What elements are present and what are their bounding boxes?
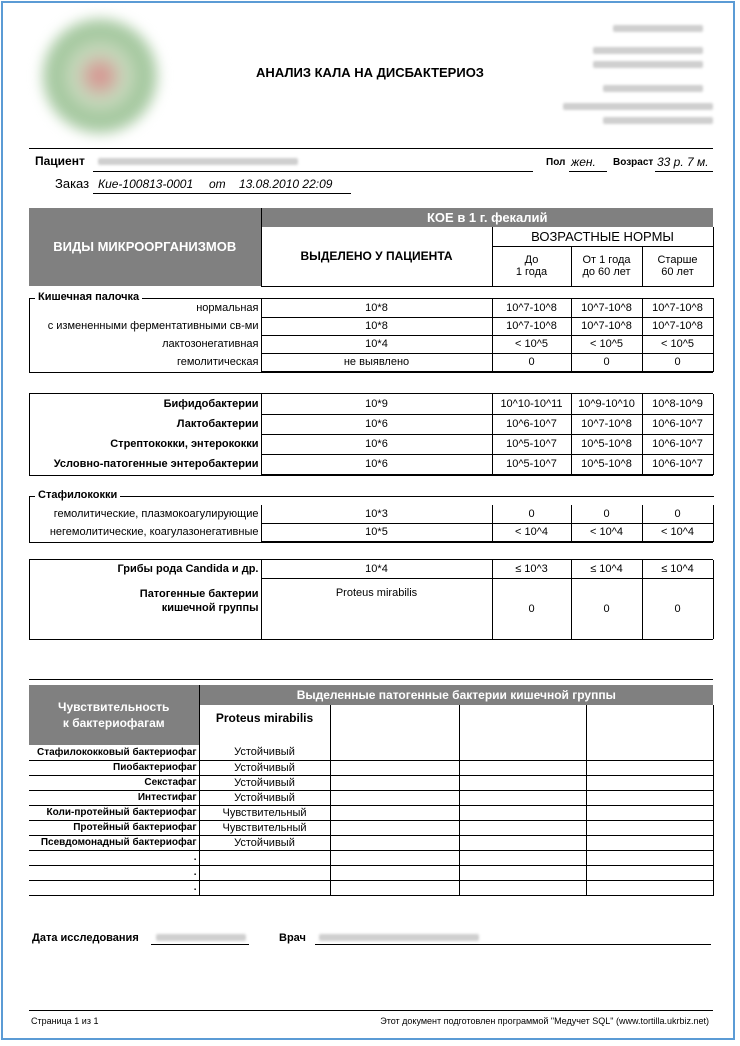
order-label: Заказ — [55, 176, 90, 191]
row-value: 10*4 — [261, 335, 492, 353]
phage-result: Чувствительный — [199, 805, 330, 820]
age-value: 33 р. 7 м. — [657, 155, 709, 169]
candida-value: 10*4 — [261, 560, 492, 578]
norm-over-60: 10^7-10^8 — [642, 317, 713, 335]
phage-result — [199, 880, 330, 895]
phage-result: Чувствительный — [199, 820, 330, 835]
norm-under-1: 10^7-10^8 — [492, 299, 571, 317]
phage-name: . — [29, 880, 199, 895]
row-name: Лактобактерии — [176, 418, 259, 430]
phage-result — [199, 850, 330, 865]
norms-header: ВОЗРАСТНЫЕ НОРМЫ — [492, 227, 713, 246]
phage-result: Устойчивый — [199, 790, 330, 805]
row-name: гемолитическая — [176, 356, 259, 368]
phage-empty-cell — [330, 805, 459, 820]
phage-name: Псевдомонадный бактериофаг — [29, 835, 199, 850]
cfu-header-table — [29, 208, 714, 287]
row-name: Условно-патогенные энтеробактерии — [53, 458, 259, 470]
norm-1-60: 0 — [571, 353, 642, 371]
phage-empty-cell — [459, 775, 586, 790]
norm-1-60: 0 — [571, 505, 642, 523]
norm-over-60: 0 — [642, 353, 713, 371]
table-row — [29, 414, 713, 434]
clinic-info-block — [563, 17, 713, 137]
table-row — [29, 790, 713, 805]
order-datetime: 13.08.2010 22:09 — [239, 177, 333, 191]
section-ecoli: Кишечная палочка — [35, 291, 142, 303]
phage-name: Пиобактериофаг — [29, 760, 199, 775]
date-label: Дата исследования — [32, 932, 139, 944]
norm-1-60: 10^7-10^8 — [571, 299, 642, 317]
isolated-header: Выделенные патогенные бактерии кишечной группы — [199, 685, 713, 705]
row-name: Стрептококки, энтерококки — [110, 438, 259, 450]
row-name: негемолитические, коагулазонегативные — [49, 526, 259, 538]
row-value: 10*8 — [261, 299, 492, 317]
phage-name: Протейный бактериофаг — [29, 820, 199, 835]
norm-over-60: < 10^5 — [642, 335, 713, 353]
age-label: Возраст — [613, 157, 654, 168]
table-row — [29, 505, 713, 523]
norm-1-60: 10^9-10^10 — [571, 394, 642, 414]
phage-empty-cell — [586, 790, 713, 805]
norm-over-60: 10^6-10^7 — [642, 454, 713, 474]
table-row — [29, 835, 713, 850]
phage-empty-cell — [330, 850, 459, 865]
report-page — [1, 1, 735, 1040]
norm-over-60: 10^6-10^7 — [642, 434, 713, 454]
norm-over-60: < 10^4 — [642, 523, 713, 541]
norm-1-60: 10^7-10^8 — [571, 414, 642, 434]
phage-empty-cell — [330, 880, 459, 895]
flora-table — [29, 394, 714, 475]
table-row — [29, 850, 713, 865]
phage-empty-cell — [459, 805, 586, 820]
phage-empty-cell — [586, 865, 713, 880]
table-row — [29, 299, 713, 317]
table-row — [29, 394, 713, 414]
patient-label: Пациент — [35, 154, 85, 168]
age-col-2: От 1 года до 60 лет — [571, 246, 642, 286]
order-from: от — [209, 177, 226, 191]
doctor-name — [319, 934, 479, 941]
phage-empty-cell — [459, 745, 586, 760]
norm-under-1: 10^5-10^7 — [492, 434, 571, 454]
phage-empty-cell — [330, 760, 459, 775]
norm-1-60: 10^5-10^8 — [571, 434, 642, 454]
norm-over-60: 0 — [642, 505, 713, 523]
ecoli-table — [29, 299, 714, 372]
row-value: 10*8 — [261, 317, 492, 335]
age-col-1: До 1 года — [492, 246, 571, 286]
table-row — [29, 335, 713, 353]
phage-empty-cell — [459, 790, 586, 805]
table-row — [29, 434, 713, 454]
norm-1-60: < 10^4 — [571, 523, 642, 541]
sex-value: жен. — [571, 155, 596, 169]
species-header: ВИДЫ МИКРООРГАНИЗМОВ — [29, 208, 261, 286]
table-row — [29, 865, 713, 880]
table-row — [29, 820, 713, 835]
phage-result: Устойчивый — [199, 835, 330, 850]
phage-empty-cell — [330, 775, 459, 790]
phage-result: Устойчивый — [199, 775, 330, 790]
pathogenic-value: Proteus mirabilis — [261, 578, 492, 639]
table-row — [29, 523, 713, 541]
phage-empty-cell — [586, 850, 713, 865]
row-name: нормальная — [196, 302, 259, 314]
table-row — [29, 775, 713, 790]
phage-empty-cell — [586, 880, 713, 895]
norm-1-60: 10^7-10^8 — [571, 317, 642, 335]
norm-under-1: < 10^5 — [492, 335, 571, 353]
phage-empty-cell — [586, 745, 713, 760]
phage-result: Устойчивый — [199, 760, 330, 775]
phage-name: Коли-протейный бактериофаг — [29, 805, 199, 820]
report-title: АНАЛИЗ КАЛА НА ДИСБАКТЕРИОЗ — [256, 65, 484, 80]
phage-name: Стафилококковый бактериофаг — [29, 745, 199, 760]
patient-name — [98, 158, 298, 165]
row-value: 10*6 — [261, 434, 492, 454]
phage-empty-cell — [330, 745, 459, 760]
table-row — [29, 454, 713, 474]
section-staph: Стафилококки — [35, 489, 120, 501]
table-row — [29, 560, 713, 578]
phage-empty-cell — [459, 835, 586, 850]
candida-name: Грибы рода Candida и др. — [117, 563, 259, 575]
norm-under-1: 10^10-10^11 — [492, 394, 571, 414]
phage-empty-cell — [330, 820, 459, 835]
row-value: не выявлено — [261, 353, 492, 371]
staph-table — [29, 505, 714, 542]
norm-over-60: 10^8-10^9 — [642, 394, 713, 414]
phage-empty-cell — [586, 835, 713, 850]
norm-under-1: 10^7-10^8 — [492, 317, 571, 335]
phage-empty-cell — [586, 805, 713, 820]
age-col-3: Старше 60 лет — [642, 246, 713, 286]
row-value: 10*6 — [261, 414, 492, 434]
phage-result: Устойчивый — [199, 745, 330, 760]
norm-over-60: 10^6-10^7 — [642, 414, 713, 434]
phage-empty-cell — [459, 850, 586, 865]
norm-under-1: 0 — [492, 505, 571, 523]
norm-1-60: < 10^5 — [571, 335, 642, 353]
phage-table — [29, 685, 714, 896]
detected-header: ВЫДЕЛЕНО У ПАЦИЕНТА — [261, 227, 492, 286]
pathogenic-norm-2: 0 — [571, 578, 642, 639]
candida-table — [29, 560, 714, 639]
row-name: гемолитические, плазмокоагулирующие — [53, 508, 259, 520]
footer-note: Этот документ подготовлен программой "Медучет SQL" (www.tortilla.ukrbiz.net) — [380, 1016, 709, 1026]
phage-empty-cell — [459, 760, 586, 775]
candida-norm-1: ≤ 10^3 — [492, 560, 571, 578]
phage-empty-cell — [459, 880, 586, 895]
row-value: 10*3 — [261, 505, 492, 523]
organism-header: Proteus mirabilis — [199, 705, 330, 745]
table-row — [29, 317, 713, 335]
doctor-label: Врач — [279, 932, 306, 944]
phage-empty-cell — [586, 820, 713, 835]
norm-1-60: 10^5-10^8 — [571, 454, 642, 474]
sensitivity-header: Чувствительность к бактериофагам — [29, 685, 199, 745]
phage-empty-cell — [459, 820, 586, 835]
phage-name: Секстафаг — [29, 775, 199, 790]
pathogenic-norm-1: 0 — [492, 578, 571, 639]
candida-norm-3: ≤ 10^4 — [642, 560, 713, 578]
phage-empty-cell — [330, 835, 459, 850]
row-name: с измененными ферментативными св-ми — [47, 320, 259, 332]
phage-name: Интестифаг — [29, 790, 199, 805]
pathogenic-norm-3: 0 — [642, 578, 713, 639]
order-number: Кие-100813-0001 — [98, 177, 194, 191]
sex-label: Пол — [546, 157, 566, 168]
row-name: Бифидобактерии — [163, 398, 259, 410]
norm-under-1: 10^5-10^7 — [492, 454, 571, 474]
phage-empty-cell — [586, 760, 713, 775]
phage-empty-cell — [330, 790, 459, 805]
norm-under-1: < 10^4 — [492, 523, 571, 541]
pathogenic-name: Патогенные бактерии кишечной группы — [139, 588, 259, 614]
norm-under-1: 0 — [492, 353, 571, 371]
table-row — [29, 353, 713, 371]
row-name: лактозонегативная — [162, 338, 259, 350]
cfu-header: КОЕ в 1 г. фекалий — [261, 208, 713, 227]
table-row — [29, 745, 713, 760]
phage-empty-cell — [459, 865, 586, 880]
phage-empty-cell — [586, 775, 713, 790]
row-value: 10*6 — [261, 454, 492, 474]
table-row — [29, 805, 713, 820]
phage-name: . — [29, 865, 199, 880]
phage-empty-cell — [330, 865, 459, 880]
row-value: 10*5 — [261, 523, 492, 541]
table-row — [29, 760, 713, 775]
table-row — [29, 880, 713, 895]
norm-under-1: 10^6-10^7 — [492, 414, 571, 434]
page-number: Страница 1 из 1 — [31, 1016, 99, 1026]
phage-name: . — [29, 850, 199, 865]
study-date — [156, 934, 246, 941]
table-row — [29, 578, 713, 639]
norm-over-60: 10^7-10^8 — [642, 299, 713, 317]
phage-result — [199, 865, 330, 880]
row-value: 10*9 — [261, 394, 492, 414]
candida-norm-2: ≤ 10^4 — [571, 560, 642, 578]
